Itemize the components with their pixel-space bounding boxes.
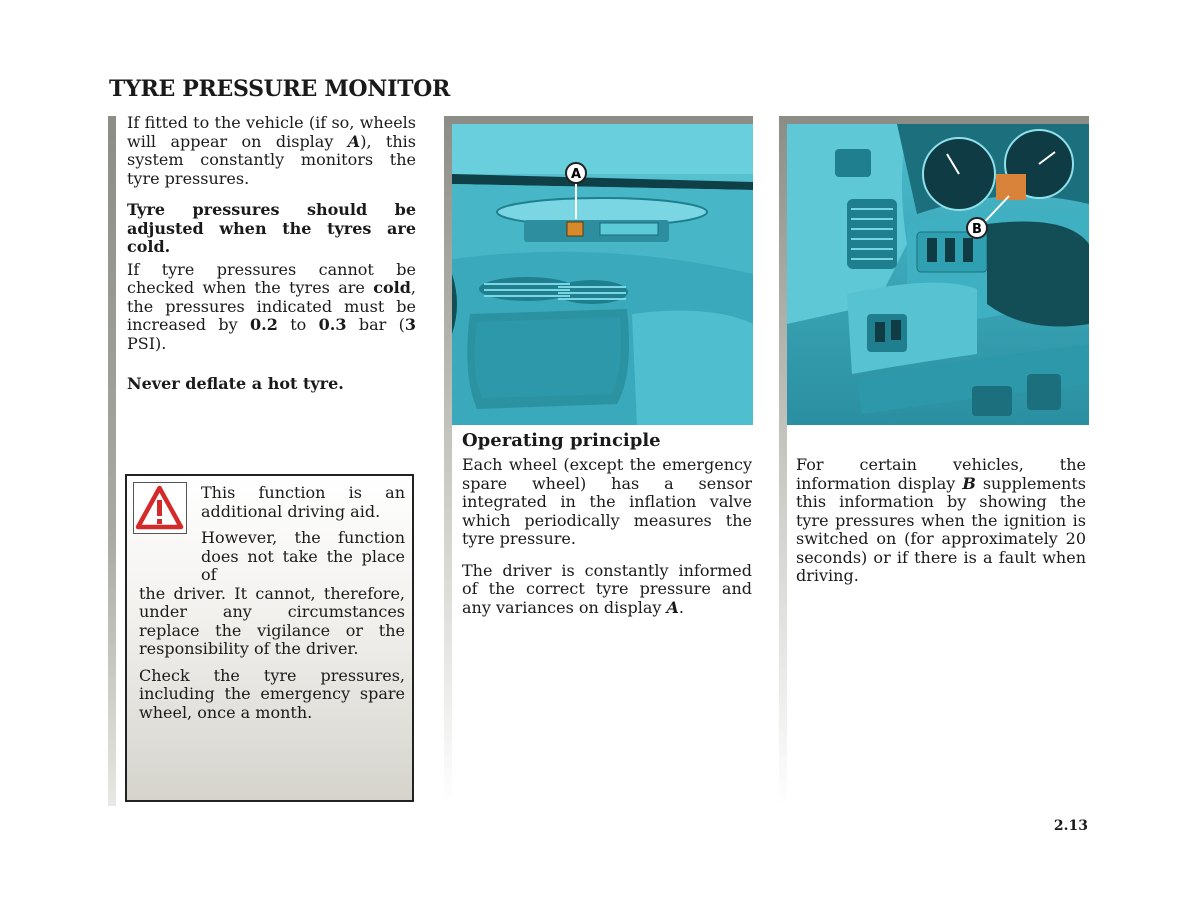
page-title: TYRE PRESSURE MONITOR [109,76,451,102]
operating-principle-heading: Operating principle [462,430,661,451]
column1-text [127,114,416,407]
warning-para2-rest: the driver. It cannot, therefore, under any circumstances replace the vigilance or the responsibility of the driver. [139,583,405,658]
warning-para3: Check the tyre pressures, including the emergency spare wheel, once a month. [139,665,405,722]
column2-rule [444,116,452,806]
column3-rule [779,116,787,806]
display-b-paragraph: For certain vehicles, the information display B supplements this information by showing the tyre pressures when the ignition is switched on (for approximately 20 seconds) or if there is a fault when driving. [796,455,1087,585]
column2-text [462,456,752,630]
warning-para1: This function is an additional driving aid. [201,483,405,521]
page-number: 2.13 [1053,818,1088,834]
warning-box [125,474,414,802]
operating-para2: The driver is constantly informed of the correct tyre pressure and any variances on display A. [462,560,752,617]
column3-text [796,456,1086,599]
not-cold-paragraph: If tyre pressures cannot be checked when the tyres are cold, the pressures indicated must be increased by 0.2 to 0.3 bar (3 PSI). [127,259,417,353]
photo2-label-b: B [972,222,982,237]
column2-top-rule [444,116,753,124]
warning-para2-start: However, the function does not take the place of [201,528,405,584]
cold-adjust-note: Tyre pressures should be adjusted when the tyres are cold. [127,200,416,256]
operating-para1: Each wheel (except the emergency spare wheel) has a sensor integrated in the inflation valve which periodically measures the tyre pressure. [462,455,752,548]
photo1-label-a: A [570,167,582,182]
column1-rule [108,116,116,806]
dashboard-photo-display-a [452,124,753,425]
column3-top-rule [779,116,1089,124]
intro-paragraph: If fitted to the vehicle (if so, wheels will appear on display A), this system constantly monitors the tyre pressures. [127,113,416,188]
dashboard-photo-display-b [787,124,1089,425]
never-deflate-note: Never deflate a hot tyre. [127,374,344,393]
